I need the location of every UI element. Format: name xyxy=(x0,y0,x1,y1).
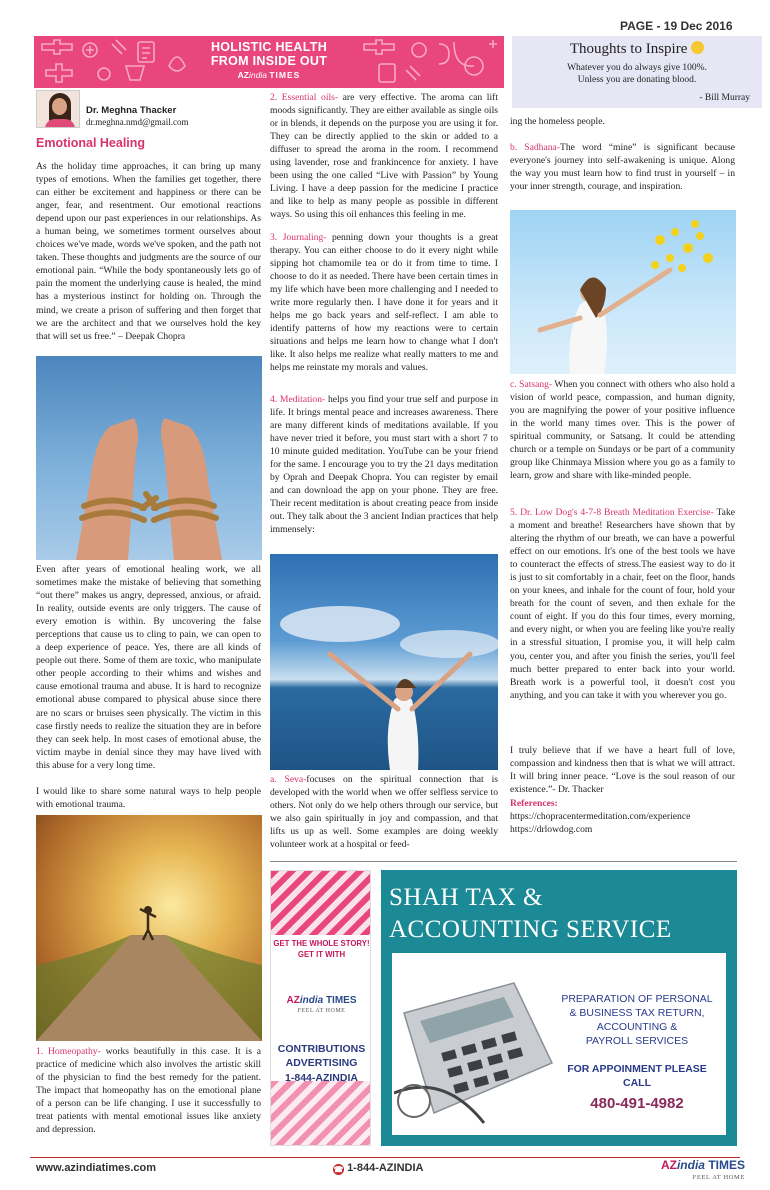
banner-line-1: HOLISTIC HEALTH xyxy=(210,40,328,54)
banner-line-2: FROM INSIDE OUT xyxy=(210,54,328,68)
meditation-text: helps you find your true self and purpose in life. It brings mental peace and increases awareness. There are many different kinds of meditations available. If you have never tried it before, you must start with a short 7 to 10 minute guided meditation. YouTube can be your friend for the same. I encourage you to try the 21 days meditation by Oprah and Deepak Chopra. You can register by email and can download the app on your phone. They are free. Their recent meditation is about creating peace from inside out. They talk about the 3 ancient Indian practices that help immensely: xyxy=(270,394,498,536)
woman-beach-illustration xyxy=(270,554,498,770)
seva-text: focuses on the spiritual connection that is developed with the world when we offer selfless service to others. Not only do we help others through our service, but we also gain spiritually in joy and compassion, and that lifts us up as well. Some examples are doing weekly volunteer work at a hospital or feed- xyxy=(270,774,498,851)
homeopathy-heading: 1. Homeopathy- xyxy=(36,1046,101,1057)
journaling-heading: 3. Journaling- xyxy=(270,232,327,243)
shah-tax-ad[interactable] xyxy=(381,870,737,1146)
footer-website[interactable]: www.azindiatimes.com xyxy=(36,1162,157,1174)
footer-phone-block[interactable] xyxy=(333,1162,423,1175)
calculator-icon xyxy=(394,973,554,1133)
ad-tagline: FEEL AT HOME xyxy=(297,1008,346,1014)
ad-phone: 1-844-AZINDIA xyxy=(285,1072,358,1084)
azindia-ad[interactable] xyxy=(270,870,371,1146)
shah-service-line-3: ACCOUNTING & xyxy=(596,1021,678,1033)
shah-service-line-1: PREPARATION OF PERSONAL xyxy=(561,993,713,1005)
thoughts-author: - Bill Murray xyxy=(699,93,750,103)
reference-link-1[interactable]: https://chopracentermeditation.com/experience xyxy=(510,811,691,822)
breath-exercise-heading: 5. Dr. Low Dog's 4-7-8 Breath Meditation Exercise- xyxy=(510,507,714,518)
thoughts-title: Thoughts to Inspire xyxy=(512,41,762,58)
col3-continuation: ing the homeless people. xyxy=(510,116,605,127)
meditation-heading: 4. Meditation- xyxy=(270,394,326,405)
sadhana-text: The word “mine” is significant because everyone's journey into self-awakening is unique. Along the way you must learn how to find trust in yourself – in your inner strength, courage, and inspiration. xyxy=(510,142,735,193)
shah-phone[interactable]: 480-491-4982 xyxy=(590,1095,684,1112)
essential-oils-text: are very effective. The aroma can lift moods significantly. They are either available as single oils or in blends, it depends on the purpose you are using it for. They can be directly applied to the skin or added to a diffuser to spread the aroma in the room. I recommend using lavender, rose and frankincence for anxiety. I have been using the one called “Live with Passion” by Young Living. I have a deep passion for the medicine I practice and like to help as many people as possible in different ways. So using this oil enhances this feeling in me. xyxy=(270,92,498,221)
col3-closing: I truly believe that if we have a heart full of love, compassion and kindness then that is what we will attract. It will bring inner peace. “Love is the soul reason of our existence.”- Dr. Thacker xyxy=(510,745,735,796)
author-avatar xyxy=(36,90,80,128)
col2-essential-oils xyxy=(270,91,498,231)
ad-line-2: ADVERTISING xyxy=(285,1057,358,1069)
road-sunset-image xyxy=(36,815,262,1041)
col2-meditation xyxy=(270,393,498,549)
hands-rope-illustration xyxy=(36,356,262,560)
woman-flowers-illustration xyxy=(510,210,736,374)
page-number: PAGE - 19 Dec 2016 xyxy=(620,19,733,33)
thoughts-quote-2: Unless you are donating blood. xyxy=(577,75,697,85)
ad-headline-1: GET THE WHOLE STORY! xyxy=(273,939,370,948)
shah-service-line-2: & BUSINESS TAX RETURN, xyxy=(569,1007,705,1019)
breath-exercise-text: Take a moment and breathe! Researchers have shown that by altering the rhythm of our breath, we can have a powerful effect on our emotions. It's one of the best tools we have to counteract the effects of stress.The easiest way to do it is just to sit comfortably in a chair, feet on the floor, hands on your knees, and inhale for the count of four, hold your breath for the count of seven, and then exhale for the count of eight. If you do this four times, every morning, and every night, or when you are feeling like you're really in a stressful situation, I promise you, it will help calm you, center you, and after you finish the series, you'll feel much better prepared to enter back into your world. Breath work is a powerful tool, it doesn't cost you anything, and you can take it with you wherever you go. xyxy=(510,507,735,701)
col1-homeopathy-paragraph xyxy=(36,1045,261,1137)
thinking-emoji-icon xyxy=(691,41,704,54)
journaling-text: penning down your thoughts is a great therapy. You can either choose to do it every night while sipping hot chamomile tea or do it from time to time. I choose to do it as needed. There have been certain times in my life which have been more challenging and I needed to write more regularly then. I have done it for years and it helps me go back years and self-reflect. I am able to identify patterns of how my reactions were to certain situations and helps me learn how to change what I don't like. It also helps me realize what really matters to me and helps me reinstate my morals and values. xyxy=(270,232,498,374)
col1-paragraph-3: I would like to share some natural ways to help people with emotional trauma. xyxy=(36,786,261,811)
footer-tagline: FEEL AT HOME xyxy=(692,1174,745,1181)
ad-headline-2: GET IT WITH xyxy=(297,950,346,959)
footer-brand-logo: AZindia TΙMES xyxy=(660,1158,745,1172)
hands-rope-image xyxy=(36,356,262,560)
col2-seva xyxy=(270,773,498,853)
thoughts-box xyxy=(512,36,762,108)
shah-ad-title-2: ACCOUNTING SERVICE xyxy=(389,916,672,943)
col1-paragraph-1: As the holiday time approaches, it can bring up many types of emotions. When the families get together, there can either be excitement and happiness or there can be anger, fear, and resentment. Our emotional reactions depend upon our past experiences in our relationships. As a human being, we sometimes torment ourselves about choices we've made, words we've spoken, and the path not taken. These thoughts and judgments are the source of our emotional pain. “While the body spontaneously lets go of pain the moment the underlying cause is healed, the mind has a mysterious instinct for holding on. Through the mind, we create a prison of suffering and then forget that we are the architect and that we ourselves hold the key that will set us free.” – Deepak Chopra xyxy=(36,161,261,342)
references-label: References: xyxy=(510,798,558,809)
ad-pattern-top xyxy=(271,871,371,935)
ad-brand-logo: AZindia TΙMES xyxy=(286,995,357,1006)
col1-paragraph-2: Even after years of emotional healing work, we all sometimes make the mistake of believing that something “out there” makes us angry, depressed, anxious, or afraid. In reality, outside events are only triggers. The cause of every emotion is within. By uncovering the false perceptions that cause us to cling to pain, we can open to a deep experience of peace. Yes, there are all kinds of people out there. Some of them are toxic, who manipulate other people according to their whims and wishes and cause emotional trauma and abuse. It is hard to recognize emotional abuse compared to physical abuse since there are no scars or bruises seen physically. The victim in this case firstly needs to realize the situation they are in before they can seek help. In most cases of emotional abuse, the victim maybe in denial since they may have lived with this abuse for a very long time. xyxy=(36,564,261,771)
satsang-heading: c. Satsang- xyxy=(510,379,553,390)
ad-line-1: CONTRIBUTIONS xyxy=(277,1043,366,1055)
reference-link-2[interactable]: https://drlowdog.com xyxy=(510,824,593,835)
col3-satsang xyxy=(510,378,735,498)
ad-pattern-bottom xyxy=(271,1081,371,1146)
seva-heading: a. Seva- xyxy=(270,774,307,785)
shah-appointment-line-2: CALL xyxy=(623,1077,651,1089)
shah-appointment-line-1: FOR APPOINMENT PLEASE xyxy=(567,1063,707,1075)
col3-breath-exercise xyxy=(510,506,735,731)
shah-ad-panel xyxy=(392,953,726,1135)
phone-icon: ☎ xyxy=(333,1165,344,1174)
satsang-text: When you connect with others who also hold a vision of world peace, compassion, and human dignity, you are magnifying the power of your positive influence in the world many times over. This is the power of spiritual community, or Satsang. It could be attending church or a temple on Sundays or be part of a community group like Chinmaya Mission where you go as a family to learn, grow and share with like-minded people. xyxy=(510,379,735,482)
shah-service-line-4: PAYROLL SERVICES xyxy=(585,1035,689,1047)
sadhana-heading: b. Sadhana- xyxy=(510,142,560,153)
woman-flowers-image xyxy=(510,210,736,374)
footer-phone: 1-844-AZINDIA xyxy=(347,1162,424,1174)
essential-oils-heading: 2. Essential oils- xyxy=(270,92,339,103)
banner-brand-logo: AZindia TΙMES xyxy=(237,70,301,80)
road-illustration xyxy=(36,815,262,1041)
woman-beach-image xyxy=(270,554,498,770)
thoughts-quote-1: Whatever you do always give 100%. xyxy=(567,63,707,73)
author-email: dr.meghna.nmd@gmail.com xyxy=(86,117,189,127)
section-banner xyxy=(34,36,504,88)
article-title: Emotional Healing xyxy=(36,136,146,150)
author-name: Dr. Meghna Thacker xyxy=(86,105,177,116)
shah-ad-title-1: SHAH TAX & xyxy=(389,884,543,911)
col3-sadhana xyxy=(510,141,735,207)
ads-divider xyxy=(270,861,737,862)
homeopathy-text: works beautifully in this case. It is a practice of medicine which also involves the artistic skill of the physician to find the best remedy for the patient. The impact that homeopathy has on the emotional plane of a person can be life changing. I use it successfully to treat patients with mental emotional issues like anxiety and depression. xyxy=(36,1046,261,1136)
col2-journaling xyxy=(270,231,498,389)
